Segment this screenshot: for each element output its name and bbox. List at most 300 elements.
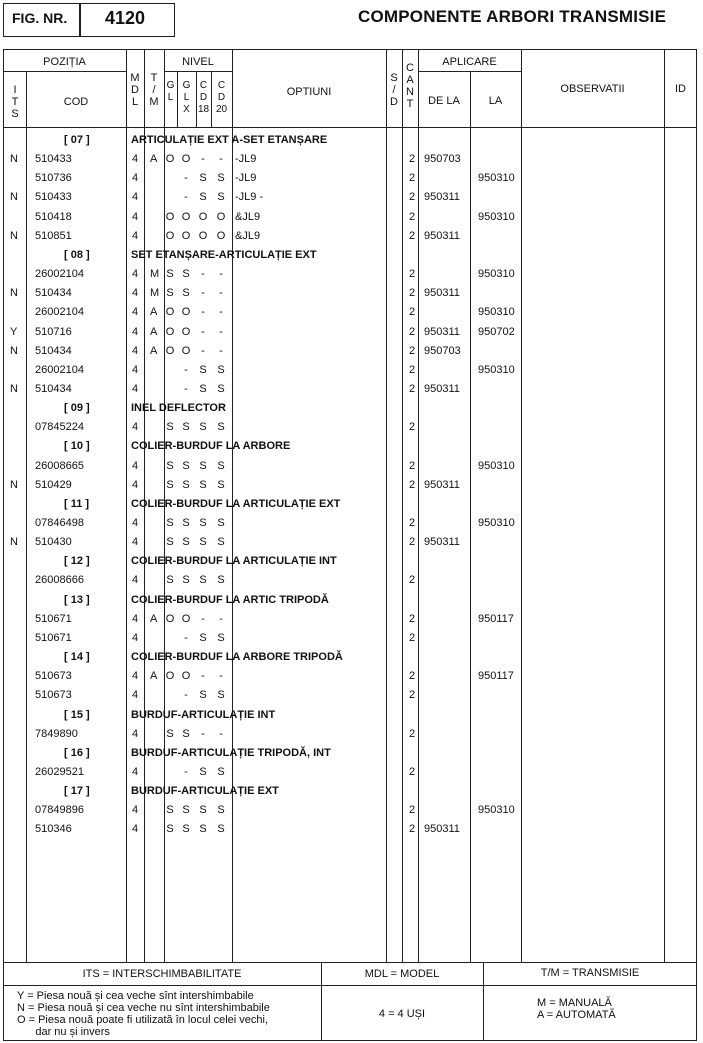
level-value: S [182, 804, 190, 817]
part-code: 510434 [35, 344, 72, 357]
level-value: S [182, 574, 190, 587]
part-code: 07846498 [35, 517, 84, 529]
model-value: 4 [132, 612, 139, 625]
level-value: O [165, 344, 175, 357]
header-nivel: NIVEL [182, 56, 214, 68]
header-nivel-sub: X [183, 104, 190, 115]
part-code: 26029521 [35, 765, 84, 778]
its-code: Y [10, 325, 18, 338]
part-code: 510346 [35, 823, 72, 836]
its-code: N [10, 287, 18, 300]
transmission-value: M [150, 287, 160, 300]
quantity-value: 2 [409, 153, 416, 166]
header-observatii: OBSERVATII [560, 83, 625, 95]
model-value: 4 [132, 804, 139, 817]
section-title: COLIER-BURDUF LA ARTICULAȚIE INT [131, 555, 337, 568]
header-de-la: DE LA [428, 95, 460, 107]
to-date: 950310 [478, 517, 515, 529]
model-value: 4 [132, 229, 139, 242]
part-code: 26002104 [35, 306, 84, 319]
level-value: - [219, 612, 223, 625]
part-code: 510671 [35, 631, 72, 644]
level-value: - [184, 689, 188, 702]
to-date: 950117 [478, 612, 514, 625]
level-value: S [199, 536, 207, 549]
grid-line-v [521, 49, 522, 962]
transmission-value: M [150, 268, 160, 281]
model-value: 4 [132, 536, 139, 549]
level-value: S [217, 191, 225, 204]
level-value: S [199, 689, 207, 702]
legend-its-line: Y = Piesa nouă și cea veche sînt intershimbabile [17, 990, 254, 1002]
model-value: 4 [132, 631, 139, 644]
quantity-value: 2 [409, 689, 416, 702]
level-value: S [217, 765, 225, 778]
header-mdl: D [131, 84, 139, 96]
level-value: - [201, 670, 205, 683]
model-value: 4 [132, 421, 139, 434]
level-value: S [182, 459, 190, 472]
header-cant: C [406, 62, 414, 74]
level-value: S [217, 689, 225, 702]
from-date: 950311 [424, 382, 460, 395]
level-value: S [182, 478, 190, 491]
option-value: -JL9 - [235, 191, 264, 204]
level-value: S [217, 574, 225, 587]
header-nivel-sub: D [199, 92, 208, 103]
option-value: &JL9 [235, 229, 261, 242]
level-value: - [201, 325, 205, 338]
level-value: S [199, 574, 207, 587]
level-value: O [181, 306, 191, 319]
level-value: - [184, 172, 188, 185]
legend-its-line: O = Piesa nouă poate fi utilizată în locul celei vechi, [17, 1014, 269, 1026]
grid-line-v [126, 49, 127, 962]
level-value: O [216, 229, 226, 242]
position-number: [ 13 ] [64, 593, 90, 606]
transmission-value: A [150, 306, 158, 319]
part-code: 510673 [35, 670, 72, 683]
position-number: [ 10 ] [64, 440, 90, 453]
level-value: S [199, 478, 207, 491]
level-value: S [217, 823, 225, 836]
fig-label: FIG. NR. [12, 10, 68, 26]
its-code: N [10, 229, 18, 242]
level-value: - [219, 727, 223, 740]
header-tm: T [150, 72, 158, 84]
level-value: O [181, 153, 191, 166]
section-title: ARTICULAȚIE EXT A-SET ETANȘARE [131, 134, 328, 146]
level-value: S [199, 459, 207, 472]
quantity-value: 2 [409, 517, 416, 529]
position-number: [ 14 ] [64, 651, 90, 664]
fig-number: 4120 [105, 8, 146, 28]
grid-line-v [664, 49, 665, 962]
header-cant: N [406, 86, 414, 98]
model-value: 4 [132, 268, 139, 281]
model-value: 4 [132, 210, 139, 223]
level-value: S [166, 804, 174, 817]
level-value: S [166, 536, 174, 549]
level-value: - [219, 344, 223, 357]
level-value: - [219, 287, 223, 300]
level-value: S [166, 478, 174, 491]
quantity-value: 2 [409, 612, 416, 625]
header-nivel-sub: C [217, 80, 226, 91]
level-value: S [182, 823, 190, 836]
transmission-value: A [150, 325, 158, 338]
quantity-value: 2 [409, 382, 416, 395]
quantity-value: 2 [409, 765, 416, 778]
grid-line-h [3, 962, 697, 963]
level-value: O [181, 670, 191, 683]
level-value: - [184, 631, 188, 644]
from-date: 950311 [424, 325, 460, 338]
part-code: 510433 [35, 153, 72, 166]
header-id: ID [675, 83, 686, 95]
level-value: - [184, 382, 188, 395]
header-la: LA [488, 95, 503, 107]
position-number: [ 16 ] [64, 746, 90, 759]
part-code: 510433 [35, 191, 72, 204]
to-date: 950310 [478, 306, 515, 319]
quantity-value: 2 [409, 325, 416, 338]
legend-mdl-value: 4 = 4 UȘI [378, 1008, 426, 1020]
from-date: 950703 [424, 153, 461, 166]
legend-its-line: dar nu și invers [17, 1026, 110, 1038]
section-title: SET ETANȘARE-ARTICULAȚIE EXT [131, 248, 317, 261]
level-value: O [165, 325, 175, 338]
model-value: 4 [132, 382, 139, 395]
model-value: 4 [132, 287, 139, 300]
page-title: COMPONENTE ARBORI TRANSMISIE [358, 7, 667, 26]
level-value: O [181, 229, 191, 242]
header-its: T [11, 96, 19, 108]
header-its: S [11, 108, 19, 120]
level-value: S [166, 574, 174, 587]
header-nivel-sub: D [217, 92, 226, 103]
quantity-value: 2 [409, 670, 416, 683]
quantity-value: 2 [409, 478, 416, 491]
level-value: O [181, 325, 191, 338]
option-value: -JL9 [235, 172, 257, 185]
level-value: S [217, 382, 225, 395]
level-value: - [219, 268, 223, 281]
level-value: O [216, 210, 226, 223]
header-tm: / [152, 84, 156, 96]
level-value: S [199, 631, 207, 644]
section-title: COLIER-BURDUF LA ARBORE [131, 440, 291, 453]
level-value: S [199, 823, 207, 836]
level-value: S [217, 536, 225, 549]
level-value: S [182, 517, 190, 529]
level-value: - [219, 306, 223, 319]
part-code: 26008666 [35, 574, 84, 587]
level-value: S [217, 172, 225, 185]
level-value: S [166, 459, 174, 472]
part-code: 510671 [35, 612, 72, 625]
section-title: COLIER-BURDUF LA ARBORE TRIPODĂ [131, 651, 343, 664]
level-value: - [184, 363, 188, 376]
level-value: - [219, 670, 223, 683]
level-value: - [201, 268, 205, 281]
transmission-value: A [150, 670, 158, 683]
grid-line-v [26, 71, 27, 962]
section-title: COLIER-BURDUF LA ARTICULAȚIE EXT [131, 497, 341, 510]
part-code: 510434 [35, 287, 72, 300]
model-value: 4 [132, 306, 139, 319]
model-value: 4 [132, 363, 139, 376]
from-date: 950311 [424, 478, 460, 491]
level-value: - [201, 306, 205, 319]
to-date: 950702 [478, 325, 515, 338]
its-code: N [10, 153, 18, 166]
part-code: 510418 [35, 210, 72, 223]
header-aplicare: APLICARE [442, 56, 497, 68]
quantity-value: 2 [409, 363, 416, 376]
quantity-value: 2 [409, 421, 416, 434]
header-nivel-sub: 18 [197, 104, 210, 115]
level-value: - [201, 153, 205, 166]
to-date: 950310 [478, 210, 515, 223]
header-mdl: L [131, 96, 139, 108]
level-value: S [182, 287, 190, 300]
header-its: I [13, 84, 17, 96]
level-value: O [198, 210, 208, 223]
quantity-value: 2 [409, 574, 416, 587]
level-value: S [166, 268, 174, 281]
level-value: S [166, 823, 174, 836]
level-value: S [217, 459, 225, 472]
header-nivel-sub: G [182, 80, 191, 91]
its-code: N [10, 478, 18, 491]
position-number: [ 15 ] [64, 708, 90, 721]
quantity-value: 2 [409, 727, 416, 740]
to-date: 950310 [478, 268, 515, 281]
grid-line-h [3, 127, 697, 128]
position-number: [ 09 ] [64, 402, 90, 415]
level-value: S [166, 517, 174, 529]
level-value: S [199, 172, 207, 185]
model-value: 4 [132, 765, 139, 778]
level-value: S [217, 421, 225, 434]
header-mdl: M [130, 72, 140, 84]
header-nivel-sub: L [183, 92, 190, 103]
level-value: O [198, 229, 208, 242]
quantity-value: 2 [409, 268, 416, 281]
transmission-value: A [150, 344, 158, 357]
grid-line-v [418, 49, 419, 962]
from-date: 950703 [424, 344, 461, 357]
level-value: S [199, 382, 207, 395]
level-value: S [182, 421, 190, 434]
to-date: 950310 [478, 459, 515, 472]
level-value: S [217, 804, 225, 817]
model-value: 4 [132, 478, 139, 491]
part-code: 510673 [35, 689, 72, 702]
grid-line-h [3, 985, 697, 986]
level-value: S [199, 191, 207, 204]
quantity-value: 2 [409, 823, 416, 836]
quantity-value: 2 [409, 191, 416, 204]
legend-tm-line: M = MANUALĂ [537, 997, 612, 1009]
model-value: 4 [132, 670, 139, 683]
model-value: 4 [132, 823, 139, 836]
header-sd: D [390, 96, 398, 108]
header-pozitia: POZIȚIA [43, 56, 86, 68]
from-date: 950311 [424, 287, 460, 300]
section-title: BURDUF-ARTICULAȚIE INT [131, 708, 276, 721]
level-value: S [199, 363, 207, 376]
level-value: S [166, 421, 174, 434]
part-code: 510851 [35, 229, 72, 242]
header-optiuni: OPTIUNI [286, 86, 332, 98]
to-date: 950117 [478, 670, 514, 683]
quantity-value: 2 [409, 459, 416, 472]
its-code: N [10, 382, 18, 395]
level-value: O [181, 612, 191, 625]
header-cant: A [406, 74, 414, 86]
part-code: 7849890 [35, 727, 78, 740]
level-value: S [199, 517, 207, 529]
level-value: S [199, 421, 207, 434]
level-value: O [165, 306, 175, 319]
section-title: BURDUF-ARTICULAȚIE TRIPODĂ, INT [131, 746, 331, 759]
transmission-value: A [150, 612, 158, 625]
from-date: 950311 [424, 229, 460, 242]
position-number: [ 12 ] [64, 555, 90, 568]
level-value: S [217, 517, 225, 529]
level-value: - [201, 612, 205, 625]
position-number: [ 11 ] [64, 497, 90, 510]
part-code: 510429 [35, 478, 72, 491]
model-value: 4 [132, 344, 139, 357]
level-value: S [217, 631, 225, 644]
level-value: S [199, 765, 207, 778]
header-cod: COD [63, 96, 89, 108]
level-value: S [166, 287, 174, 300]
to-date: 950310 [478, 172, 515, 185]
level-value: O [181, 344, 191, 357]
part-code: 26002104 [35, 268, 84, 281]
header-sd: S [390, 72, 398, 84]
quantity-value: 2 [409, 210, 416, 223]
legend-mdl-title: MDL = MODEL [364, 968, 440, 980]
part-code: 510716 [35, 325, 72, 338]
level-value: - [219, 325, 223, 338]
from-date: 950311 [424, 536, 460, 549]
level-value: S [217, 363, 225, 376]
level-value: S [166, 727, 174, 740]
quantity-value: 2 [409, 306, 416, 319]
level-value: O [165, 210, 175, 223]
its-code: N [10, 536, 18, 549]
model-value: 4 [132, 517, 139, 529]
header-nivel-sub: 20 [215, 104, 228, 115]
level-value: S [182, 536, 190, 549]
model-value: 4 [132, 574, 139, 587]
option-value: &JL9 [235, 210, 261, 223]
quantity-value: 2 [409, 536, 416, 549]
quantity-value: 2 [409, 804, 416, 817]
grid-line-h [3, 71, 126, 72]
legend-tm-line: A = AUTOMATĂ [537, 1009, 616, 1021]
grid-line-v [386, 49, 387, 962]
to-date: 950310 [478, 363, 515, 376]
position-number: [ 07 ] [64, 134, 90, 146]
part-code: 07845224 [35, 421, 84, 434]
its-code: N [10, 191, 18, 204]
quantity-value: 2 [409, 631, 416, 644]
to-date: 950310 [478, 804, 515, 817]
grid-line-h [164, 71, 232, 72]
level-value: - [201, 727, 205, 740]
part-code: 510434 [35, 382, 72, 395]
model-value: 4 [132, 172, 139, 185]
position-number: [ 08 ] [64, 248, 90, 261]
header-nivel-sub: G [166, 80, 175, 91]
quantity-value: 2 [409, 172, 416, 185]
legend-tm-title: T/M = TRANSMISIE [540, 967, 640, 979]
model-value: 4 [132, 153, 139, 166]
from-date: 950311 [424, 823, 460, 836]
from-date: 950311 [424, 191, 460, 204]
option-value: -JL9 [235, 153, 257, 166]
level-value: S [217, 478, 225, 491]
level-value: O [165, 229, 175, 242]
model-value: 4 [132, 325, 139, 338]
level-value: - [184, 765, 188, 778]
part-code: 510430 [35, 536, 72, 549]
position-number: [ 17 ] [64, 785, 90, 798]
level-value: S [182, 727, 190, 740]
quantity-value: 2 [409, 229, 416, 242]
level-value: O [181, 210, 191, 223]
section-title: INEL DEFLECTOR [131, 402, 226, 415]
part-code: 510736 [35, 172, 72, 185]
level-value: - [201, 344, 205, 357]
grid-line-v [470, 71, 471, 962]
level-value: S [182, 268, 190, 281]
header-tm: M [149, 96, 159, 108]
level-value: - [184, 191, 188, 204]
model-value: 4 [132, 459, 139, 472]
model-value: 4 [132, 727, 139, 740]
fig-box-divider [79, 3, 81, 37]
quantity-value: 2 [409, 344, 416, 357]
level-value: O [165, 670, 175, 683]
section-title: BURDUF-ARTICULAȚIE EXT [131, 785, 279, 798]
part-code: 26008665 [35, 459, 84, 472]
table-frame [3, 49, 697, 1041]
header-nivel-sub: C [199, 80, 208, 91]
level-value: - [201, 287, 205, 300]
its-code: N [10, 344, 18, 357]
model-value: 4 [132, 191, 139, 204]
grid-line-v [402, 49, 403, 962]
header-nivel-sub: L [167, 92, 174, 103]
level-value: S [199, 804, 207, 817]
level-value: - [219, 153, 223, 166]
part-code: 07849896 [35, 804, 84, 817]
section-title: COLIER-BURDUF LA ARTIC TRIPODĂ [131, 593, 329, 606]
level-value: O [165, 612, 175, 625]
part-code: 26002104 [35, 363, 84, 376]
transmission-value: A [150, 153, 158, 166]
quantity-value: 2 [409, 287, 416, 300]
model-value: 4 [132, 689, 139, 702]
level-value: O [165, 153, 175, 166]
